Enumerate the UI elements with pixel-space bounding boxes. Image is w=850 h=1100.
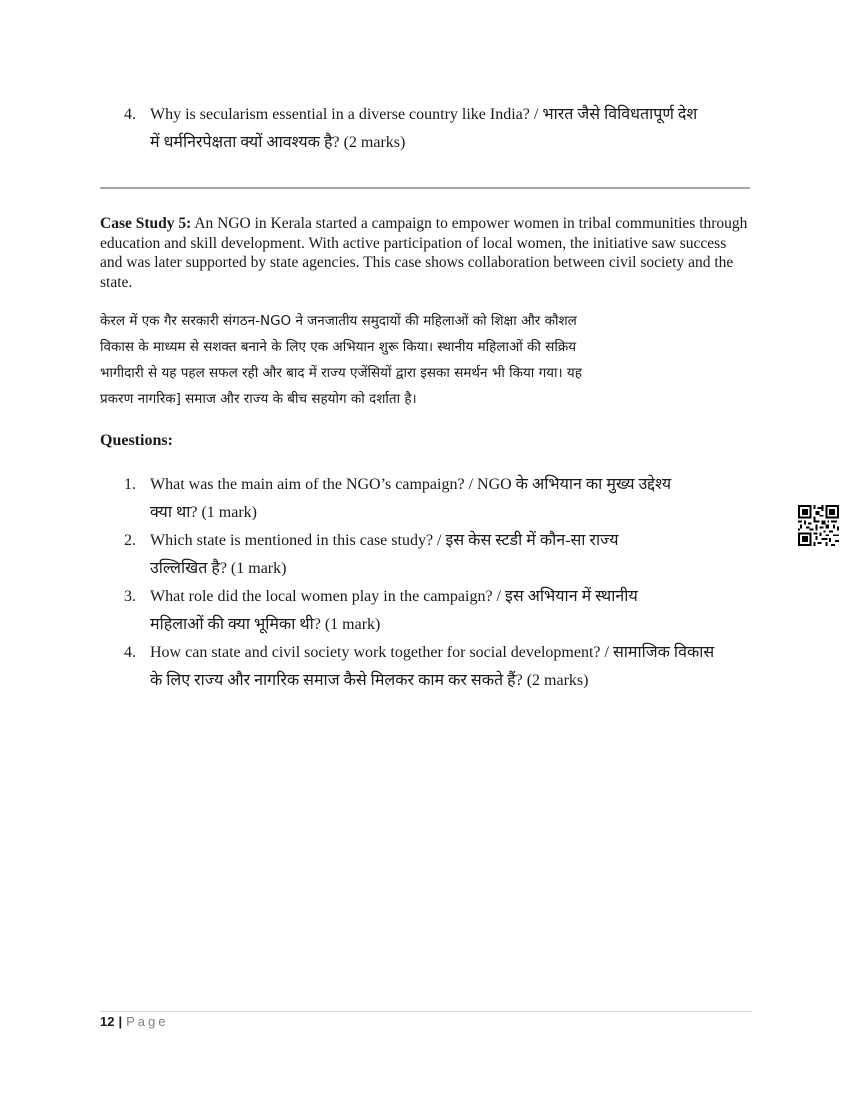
hindi-line: प्रकरण नागरिक] समाज और राज्य के बीच सहयोग को दर्शाता है। bbox=[100, 391, 417, 407]
footer-separator: | bbox=[118, 1014, 123, 1029]
section-divider bbox=[100, 187, 750, 189]
page-number: 12 bbox=[100, 1014, 115, 1029]
case-study-paragraph-hindi bbox=[100, 308, 750, 412]
question-number: 1. bbox=[124, 476, 136, 493]
footer-divider bbox=[100, 1011, 752, 1012]
question-item bbox=[100, 639, 752, 695]
question-item bbox=[100, 583, 752, 639]
question-item bbox=[100, 471, 752, 527]
question-line: What was the main aim of the NGO’s campaign? / NGO के अभियान का मुख्य उद्देश्य bbox=[150, 476, 672, 493]
hindi-line: केरल में एक गैर सरकारी संगठन-NGO ने जनजातीय समुदायों की महिलाओं को शिक्षा और कौशल bbox=[100, 313, 577, 329]
question-number: 3. bbox=[124, 588, 136, 605]
question-line: Which state is mentioned in this case study? / इस केस स्टडी में कौन-सा राज्य bbox=[150, 532, 619, 549]
question-line: What role did the local women play in the campaign? / इस अभियान में स्थानीय bbox=[150, 588, 638, 605]
case-study-text: An NGO in Kerala started a campaign to empower women in tribal communities through education and skill development. With active participation of local women, the initiative saw success and was later supported by state agencies. This case shows collaboration between civil society and the state. bbox=[100, 215, 748, 291]
question-number: 2. bbox=[124, 532, 136, 549]
question-line: How can state and civil society work together for social development? / सामाजिक विकास bbox=[150, 644, 715, 661]
qr-code-icon[interactable] bbox=[798, 505, 839, 546]
question-line: उल्लिखित है? (1 mark) bbox=[150, 560, 287, 577]
hindi-line: भागीदारी से यह पहल सफल रही और बाद में राज्य एजेंसियों द्वारा इसका समर्थन भी किया गया। यह bbox=[100, 365, 582, 381]
case-study-question-list bbox=[100, 471, 752, 695]
page-label: Page bbox=[126, 1014, 169, 1029]
question-line: Why is secularism essential in a diverse country like India? / भारत जैसे विविधतापूर्ण देश bbox=[150, 106, 698, 123]
case-study-label: Case Study 5: bbox=[100, 215, 192, 232]
question-number: 4. bbox=[124, 106, 136, 123]
question-item bbox=[100, 527, 752, 583]
page-footer bbox=[100, 1014, 168, 1029]
case-study-paragraph-english bbox=[100, 214, 750, 292]
previous-question-list bbox=[100, 101, 752, 157]
question-line: क्या था? (1 mark) bbox=[150, 504, 257, 521]
question-number: 4. bbox=[124, 644, 136, 661]
hindi-line: विकास के माध्यम से सशक्त बनाने के लिए एक अभियान शुरू किया। स्थानीय महिलाओं की सक्रिय bbox=[100, 339, 577, 355]
question-item bbox=[100, 101, 752, 157]
questions-heading: Questions: bbox=[100, 432, 173, 449]
question-line: में धर्मनिरपेक्षता क्यों आवश्यक है? (2 marks) bbox=[150, 134, 406, 151]
question-line: महिलाओं की क्या भूमिका थी? (1 mark) bbox=[150, 616, 381, 633]
question-line: के लिए राज्य और नागरिक समाज कैसे मिलकर काम कर सकते हैं? (2 marks) bbox=[150, 672, 589, 689]
